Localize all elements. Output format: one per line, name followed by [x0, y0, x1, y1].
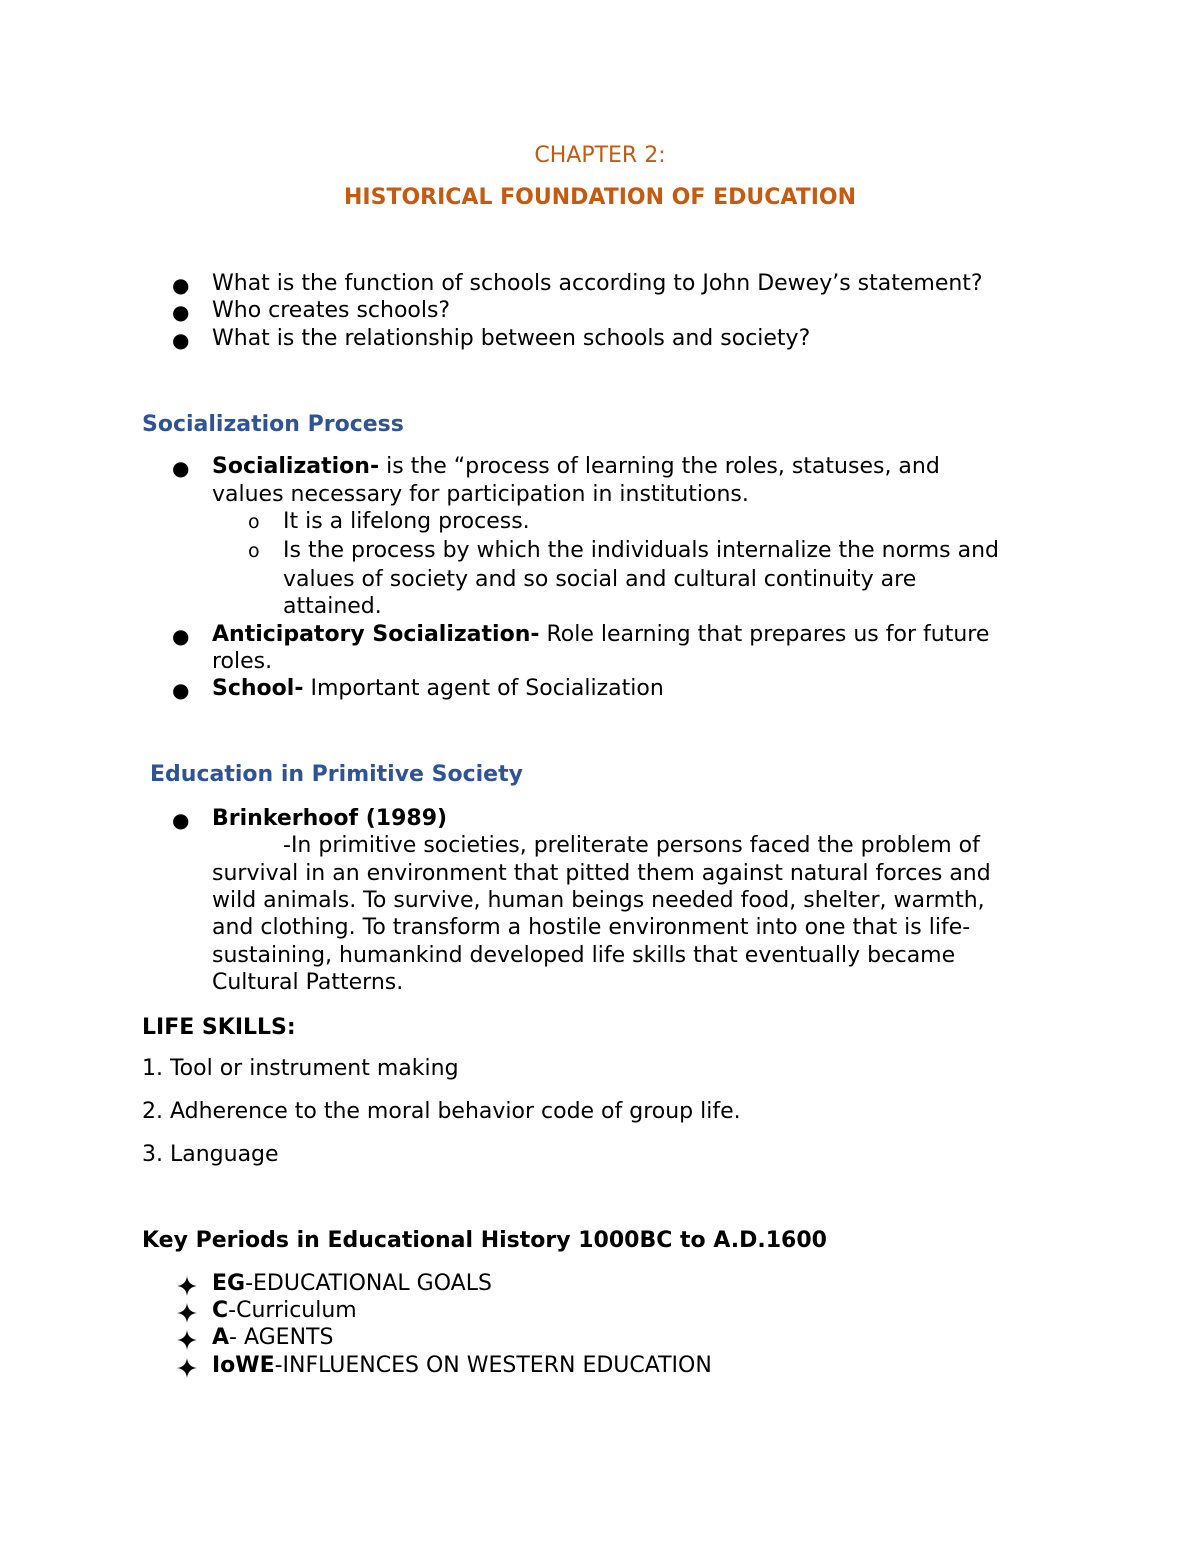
- term: Socialization: [212, 454, 370, 479]
- definition-line: Important agent of Socialization: [303, 676, 664, 701]
- bullet-icon: ●: [172, 456, 190, 480]
- item-code: IoWE: [212, 1353, 275, 1378]
- item-text: - AGENTS: [229, 1325, 334, 1350]
- paragraph-line: Cultural Patterns.: [212, 970, 404, 995]
- item-code: A: [212, 1325, 230, 1350]
- item-text: -INFLUENCES ON WESTERN EDUCATION: [274, 1353, 712, 1378]
- bullet-icon: ●: [172, 808, 190, 832]
- section-heading-primitive: Education in Primitive Society: [150, 762, 523, 787]
- paragraph-line: and clothing. To transform a hostile environment into one that is life-: [212, 915, 971, 940]
- intro-question: What is the function of schools according to John Dewey’s statement?: [212, 271, 983, 296]
- chapter-label: CHAPTER 2:: [534, 143, 666, 168]
- paragraph-line: wild animals. To survive, human beings needed food, shelter, warmth,: [212, 888, 985, 913]
- list-item: [212, 1352, 712, 1380]
- diamond-bullet-icon: [176, 1357, 198, 1379]
- bullet-icon: ●: [172, 273, 190, 297]
- numbered-item: 3. Language: [142, 1142, 279, 1167]
- list-item: [212, 453, 940, 481]
- intro-question: What is the relationship between schools and society?: [212, 326, 811, 351]
- definition-line: is the “process of learning the roles, statuses, and: [379, 454, 940, 479]
- section-heading-key-periods: Key Periods in Educational History 1000BC to A.D.1600: [142, 1228, 827, 1253]
- diamond-bullet-icon: [176, 1329, 198, 1351]
- definition-line: roles.: [212, 649, 273, 674]
- paragraph-line: survival in an environment that pitted them against natural forces and: [212, 861, 991, 886]
- circle-bullet-icon: o: [248, 511, 260, 533]
- bullet-icon: ●: [172, 624, 190, 648]
- diamond-bullet-icon: [176, 1275, 198, 1297]
- numbered-item: 2. Adherence to the moral behavior code of group life.: [142, 1099, 741, 1124]
- bullet-icon: ●: [172, 678, 190, 702]
- item-text: -Curriculum: [228, 1298, 357, 1323]
- term: Anticipatory Socialization: [212, 622, 531, 647]
- term: School: [212, 676, 295, 701]
- definition-line: values necessary for participation in institutions.: [212, 482, 749, 507]
- section-heading-socialization: Socialization Process: [142, 412, 404, 437]
- item-text: -EDUCATIONAL GOALS: [245, 1271, 492, 1296]
- list-item-title: Brinkerhoof (1989): [212, 806, 448, 831]
- sub-item-line: values of society and so social and cultural continuity are: [283, 567, 917, 592]
- term-dash: -: [369, 454, 380, 479]
- list-item: [212, 1297, 357, 1325]
- term-dash: -: [530, 622, 540, 647]
- circle-bullet-icon: o: [248, 540, 260, 562]
- section-heading-life-skills: LIFE SKILLS:: [142, 1015, 296, 1040]
- paragraph-line: -In primitive societies, preliterate persons faced the problem of: [283, 833, 980, 858]
- item-code: C: [212, 1298, 229, 1323]
- item-code: EG: [212, 1271, 246, 1296]
- list-item: [212, 675, 664, 703]
- sub-item: Is the process by which the individuals internalize the norms and: [283, 538, 999, 563]
- diamond-bullet-icon: [176, 1302, 198, 1324]
- bullet-icon: ●: [172, 300, 190, 324]
- list-item: [212, 1324, 333, 1352]
- definition-line: Role learning that prepares us for future: [539, 622, 990, 647]
- page-title: HISTORICAL FOUNDATION OF EDUCATION: [344, 185, 856, 210]
- bullet-icon: ●: [172, 328, 190, 352]
- numbered-item: 1. Tool or instrument making: [142, 1056, 459, 1081]
- sub-item-line: attained.: [283, 594, 382, 619]
- intro-question: Who creates schools?: [212, 298, 451, 323]
- paragraph-line: sustaining, humankind developed life skills that eventually became: [212, 943, 956, 968]
- term-dash: -: [294, 676, 304, 701]
- sub-item: It is a lifelong process.: [283, 509, 530, 534]
- list-item: [212, 621, 989, 649]
- list-item: [212, 1270, 492, 1298]
